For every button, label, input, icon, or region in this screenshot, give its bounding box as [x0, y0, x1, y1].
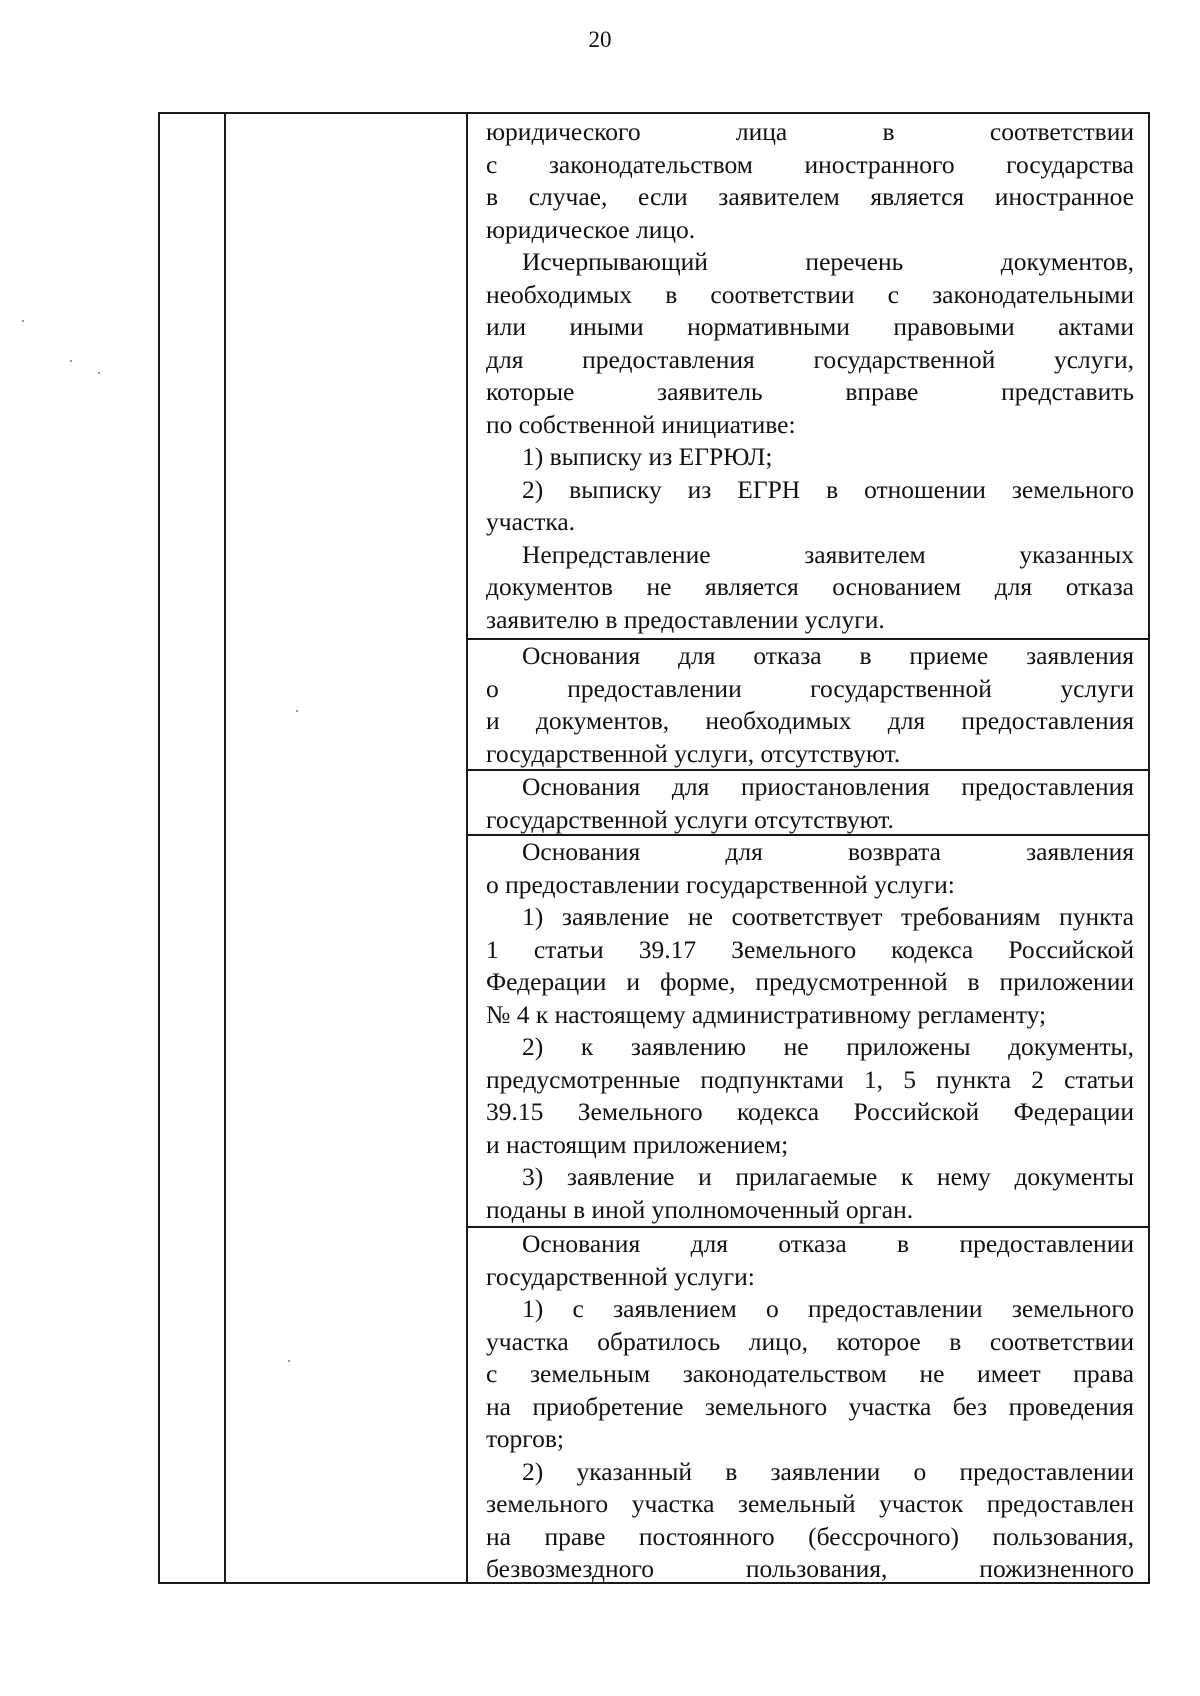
text-line: 2) к заявлению не приложены документы,	[522, 1032, 1134, 1061]
text-line: № 4 к настоящему административному регламенту;	[486, 999, 1047, 1029]
text-line: безвозмездного пользования, пожизненного	[486, 1554, 1134, 1583]
text-line: заявителю в предоставлении услуги.	[486, 604, 885, 634]
text-line: 1) заявление не соответствует требованиям пункта	[522, 902, 1134, 931]
table-cell-return-application	[486, 836, 1134, 1226]
scan-speck	[296, 710, 298, 712]
text-line: Основания для отказа в приеме заявления	[522, 641, 1134, 670]
text-line: с земельным законодательством не имеет права	[486, 1359, 1134, 1388]
text-line: юридическое лицо.	[486, 214, 696, 244]
text-line: Непредставление заявителем указанных	[522, 539, 1134, 569]
text-line: 1) с заявлением о предоставлении земельного	[522, 1294, 1134, 1323]
page-number: 20	[588, 27, 612, 52]
text-line: Основания для отказа в предоставлении	[522, 1229, 1134, 1258]
table-cell-suspension	[486, 771, 1134, 836]
text-line: государственной услуги, отсутствуют.	[486, 738, 901, 768]
table-cell-foreign-entity	[486, 116, 1134, 636]
scan-speck	[288, 1360, 290, 1362]
text-line: о предоставлении государственной услуги	[486, 673, 1134, 703]
text-line: на праве постоянного (бессрочного) пользования,	[486, 1521, 1134, 1551]
text-line: 1 статьи 39.17 Земельного кодекса Российской	[486, 934, 1134, 964]
text-line: Федерации и форме, предусмотренной в приложении	[486, 967, 1134, 996]
table-border-left	[158, 112, 160, 1584]
text-line: поданы в иной уполномоченный орган.	[486, 1194, 914, 1224]
text-line: торгов;	[486, 1424, 565, 1453]
text-line: участка.	[486, 507, 576, 536]
text-line: государственной услуги отсутствуют.	[486, 804, 894, 834]
text-line: 39.15 Земельного кодекса Российской Федерации	[486, 1097, 1134, 1126]
text-line: о предоставлении государственной услуги:	[486, 869, 955, 899]
text-line: земельного участка земельный участок предоставлен	[486, 1489, 1134, 1518]
text-line: государственной услуги:	[486, 1261, 755, 1291]
text-line: или иными нормативными правовыми актами	[486, 312, 1134, 341]
text-line: предусмотренные подпунктами 1, 5 пункта 2 статьи	[486, 1064, 1134, 1094]
text-line: которые заявитель вправе представить	[486, 377, 1134, 406]
text-line: Основания для приостановления предоставления	[522, 772, 1134, 801]
table-cell-refusal-provision	[486, 1228, 1134, 1586]
text-line: Основания для возврата заявления	[522, 837, 1134, 866]
scan-speck	[98, 372, 100, 374]
table-border-right	[1148, 112, 1150, 1584]
text-line: юридического лица в соответствии	[486, 117, 1134, 146]
text-line: для предоставления государственной услуги,	[486, 344, 1134, 374]
text-line: и настоящим приложением;	[486, 1129, 789, 1159]
scan-speck	[22, 320, 24, 322]
text-line: необходимых в соответствии с законодательными	[486, 279, 1134, 309]
text-line: Исчерпывающий перечень документов,	[522, 247, 1134, 276]
text-line: участка обратилось лицо, которое в соответствии	[486, 1326, 1134, 1356]
text-line: 1) выписку из ЕГРЮЛ;	[522, 442, 773, 471]
text-line: 3) заявление и прилагаемые к нему документы	[522, 1162, 1134, 1191]
table-cell-refusal-acceptance	[486, 640, 1134, 770]
text-line: по собственной инициативе:	[486, 409, 796, 439]
text-line: и документов, необходимых для предоставления	[486, 706, 1134, 735]
text-line: 2) указанный в заявлении о предоставлении	[522, 1456, 1134, 1486]
text-line: с законодательством иностранного государства	[486, 149, 1134, 179]
text-line: документов не является основанием для отказа	[486, 572, 1134, 601]
table-border-top	[158, 112, 1150, 114]
table-border-col2	[466, 112, 468, 1584]
text-line: 2) выписку из ЕГРН в отношении земельного	[522, 474, 1134, 504]
text-line: в случае, если заявителем является иностранное	[486, 182, 1134, 211]
table-border-col1	[224, 112, 226, 1584]
scan-speck	[70, 360, 72, 362]
text-line: на приобретение земельного участка без проведения	[486, 1391, 1134, 1421]
